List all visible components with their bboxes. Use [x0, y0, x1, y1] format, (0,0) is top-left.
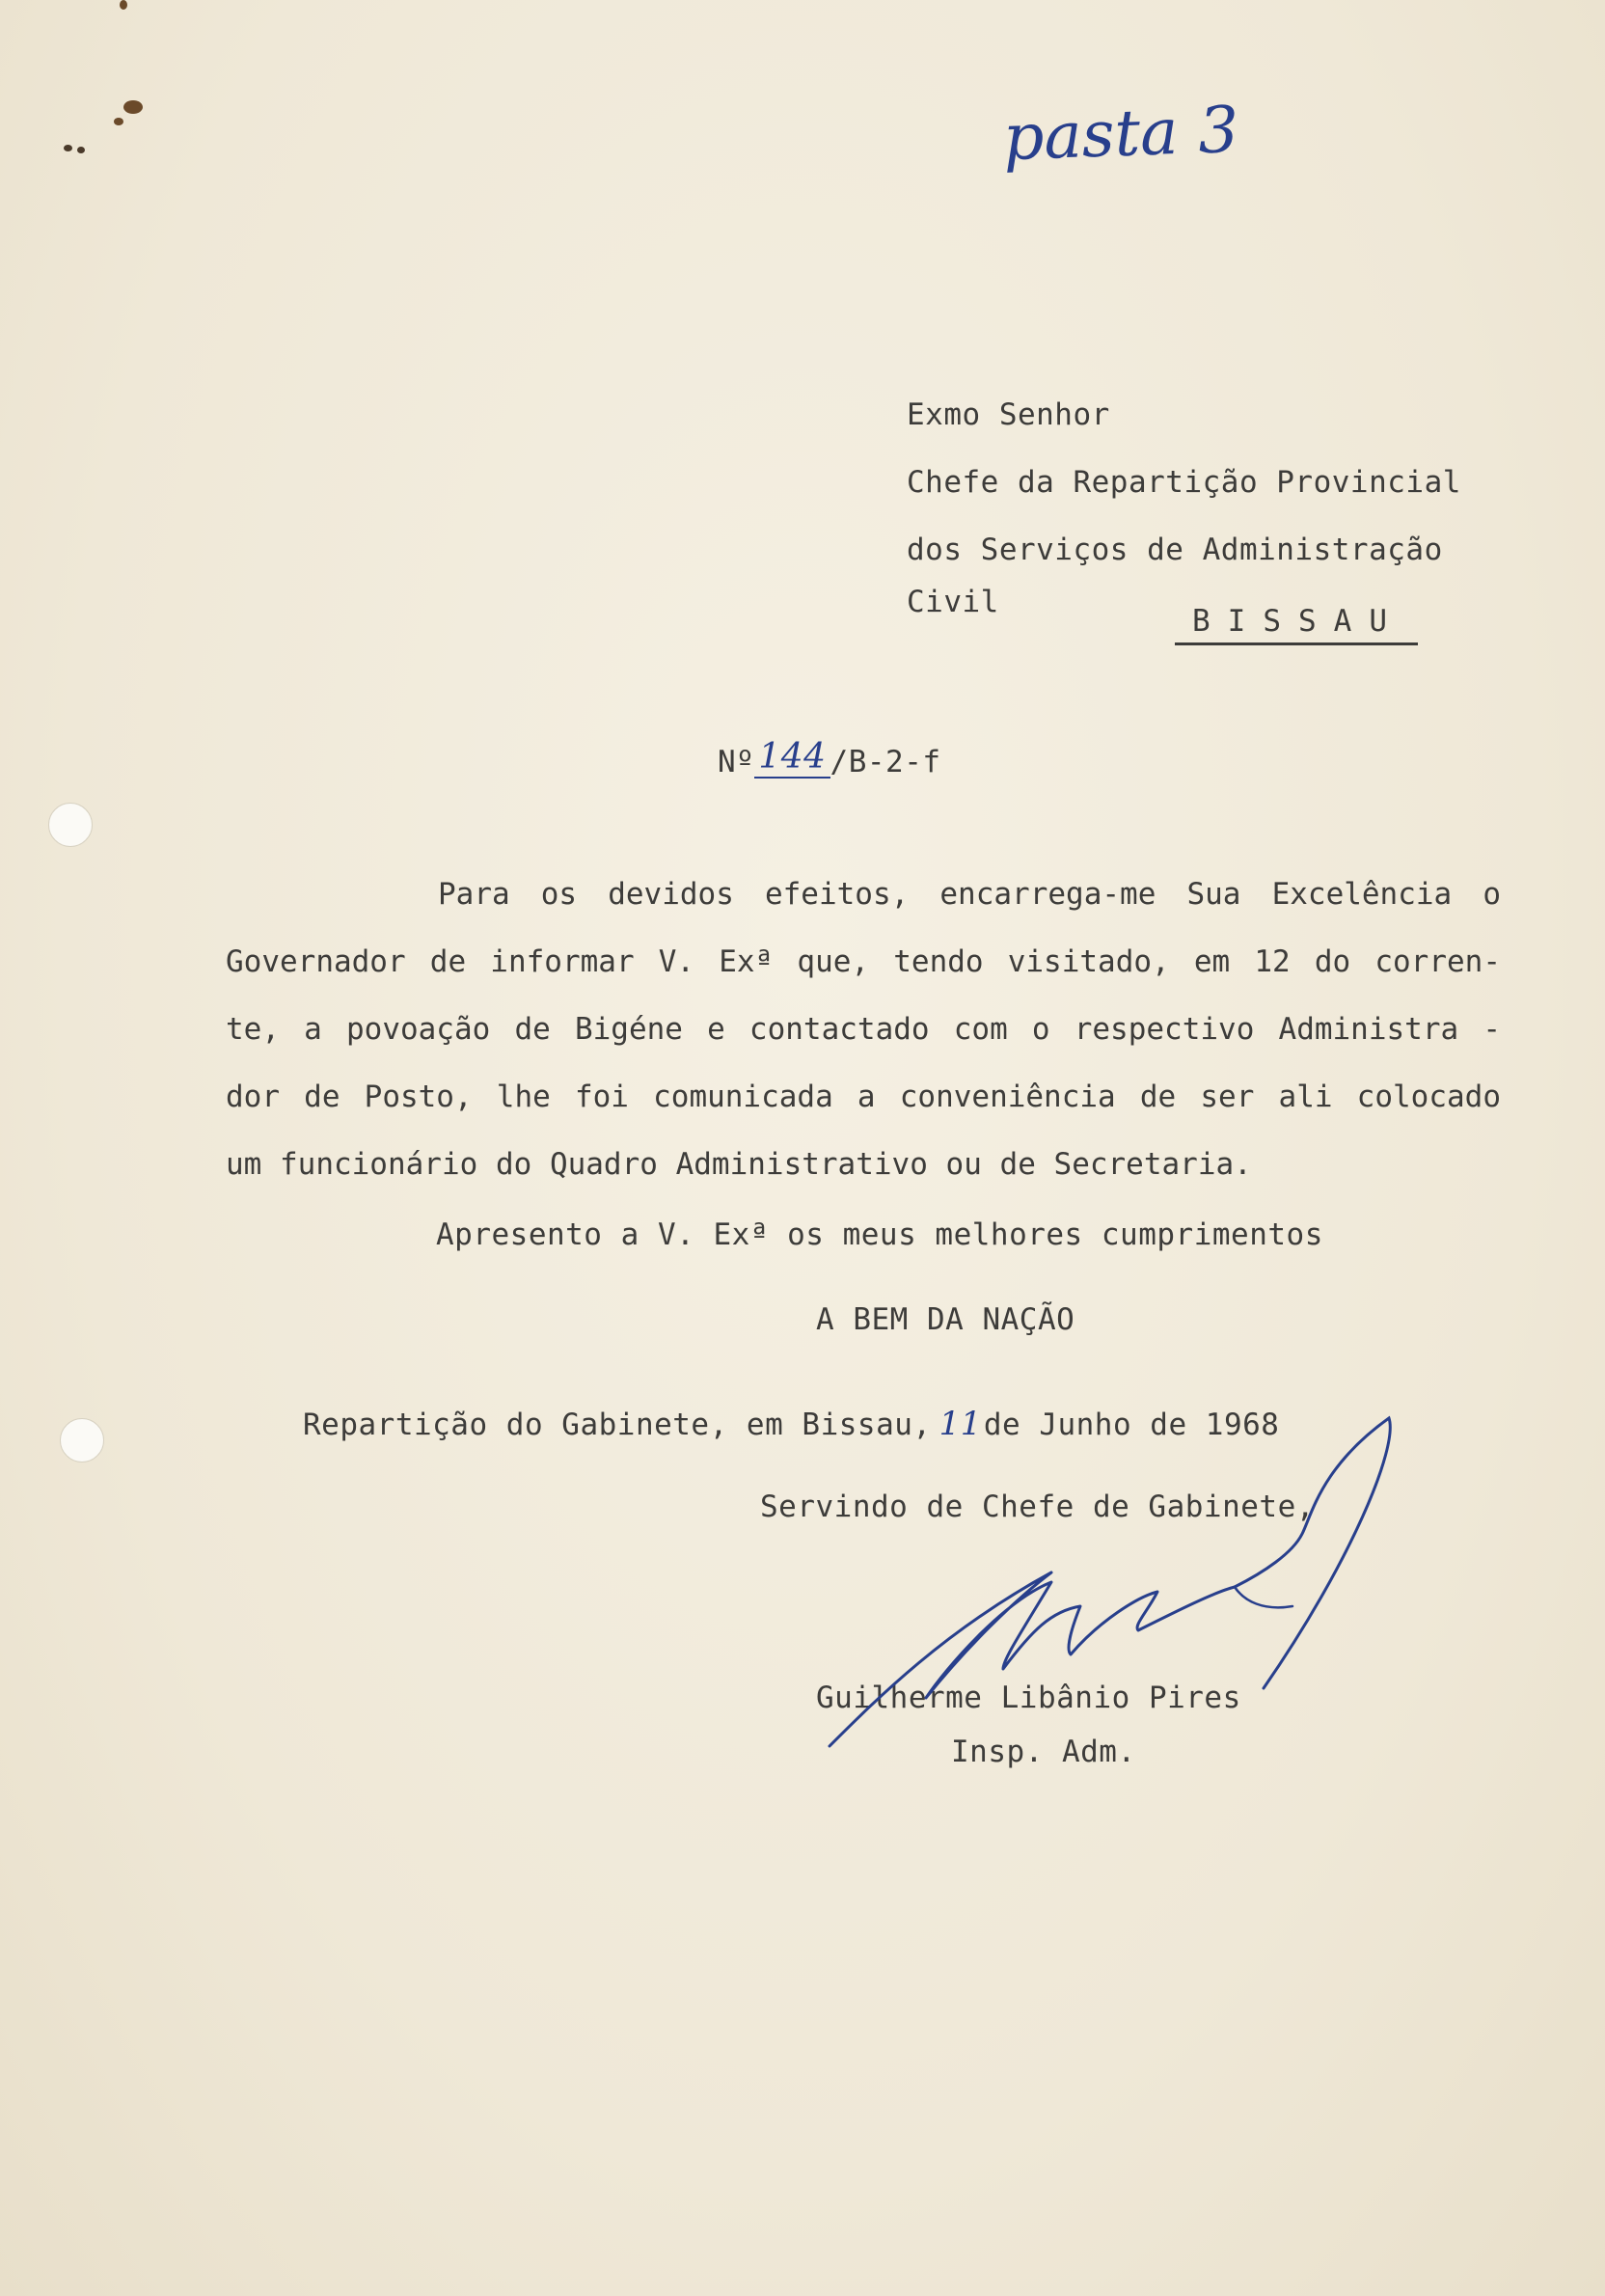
handwritten-annotation: pasta 3 — [1001, 92, 1240, 176]
recipient-line-1: Chefe da Repartição Provincial — [907, 465, 1461, 500]
recipient-salutation: Exmo Senhor — [907, 397, 1110, 432]
recipient-line-3: Civil — [907, 585, 999, 619]
punch-hole — [60, 1418, 104, 1462]
reference-suffix: /B-2-f — [830, 745, 941, 779]
date-handwritten-day: 11 — [939, 1405, 982, 1443]
rust-stain — [120, 0, 127, 10]
body-paragraph — [226, 861, 1501, 1198]
body-line: te, a povoação de Bigéne e contactado com o respectivo Administra - — [226, 1012, 1501, 1047]
body-line: um funcionário do Quadro Administrativo ou de Secretaria. — [226, 1147, 1252, 1182]
signer-role: Servindo de Chefe de Gabinete, — [760, 1490, 1315, 1524]
signer-title: Insp. Adm. — [951, 1735, 1136, 1769]
reference-number — [718, 737, 941, 782]
body-line: Para os devidos efeitos, encarrega-me Sua Excelência o — [438, 877, 1501, 912]
rust-stain — [114, 118, 123, 125]
date-month-year: de Junho de 1968 — [983, 1408, 1280, 1442]
rust-stain — [123, 100, 143, 114]
signer-name: Guilherme Libânio Pires — [816, 1681, 1241, 1715]
body-line: dor de Posto, lhe foi comunicada a conveniência de ser ali colocado — [226, 1080, 1501, 1114]
rust-stain — [77, 147, 85, 153]
recipient-line-2: dos Serviços de Administração — [907, 533, 1443, 567]
reference-handwritten-number: 144 — [754, 737, 830, 779]
handwritten-signature — [810, 1408, 1428, 1756]
body-line: Governador de informar V. Exª que, tendo visitado, em 12 do corren- — [226, 944, 1501, 979]
recipient-city: BISSAU — [1175, 604, 1418, 645]
reference-prefix: Nº — [718, 745, 755, 779]
rust-stain — [64, 145, 72, 151]
punch-hole — [48, 803, 93, 847]
motto: A BEM DA NAÇÃO — [816, 1302, 1075, 1337]
closing-line: Apresento a V. Exª os meus melhores cumprimentos — [436, 1217, 1323, 1252]
date-place: Repartição do Gabinete, em Bissau, — [303, 1408, 932, 1442]
